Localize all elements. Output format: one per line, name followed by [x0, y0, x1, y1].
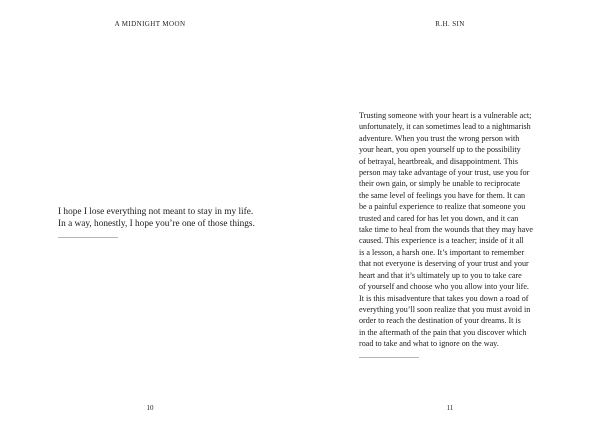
left-running-head: A MIDNIGHT MOON: [114, 20, 186, 28]
right-divider-rule: [359, 357, 419, 358]
prose-line: their own gain, or simply be unable to reciprocate: [359, 179, 521, 189]
prose-line: adventure. When you trust the wrong person with: [359, 133, 520, 143]
right-running-head: R.H. SIN: [435, 20, 465, 28]
poem-line: In a way, honestly, I hope you’re one of those things.: [58, 218, 255, 229]
prose-line: Trusting someone with your heart is a vulnerable act;: [359, 111, 532, 120]
prose-line: everything you’ll soon realize that you must avoid in: [359, 304, 531, 314]
prose-line: your heart, you open yourself up to the possibility: [359, 145, 521, 155]
prose-line: person may take advantage of your trust, use you for: [359, 168, 530, 178]
left-poem: [58, 207, 293, 230]
prose-line: of betrayal, heartbreak, and disappointment. This: [359, 156, 518, 166]
prose-line: road to take and what to ignore on the way.: [359, 339, 499, 349]
poem-line: I hope I lose everything not meant to stay in my life.: [58, 207, 254, 217]
right-page-number: 11: [446, 404, 454, 412]
prose-line: the same level of feelings you have for them. It can: [359, 190, 526, 200]
left-page-number: 10: [146, 404, 154, 412]
prose-line: It is this misadventure that takes you down a road of: [359, 293, 529, 303]
right-prose: [359, 110, 559, 350]
left-divider-rule: [58, 237, 118, 238]
prose-line: that not everyone is deserving of your trust and your: [359, 259, 529, 269]
prose-line: in the aftermath of the pain that you discover which: [359, 327, 527, 337]
prose-line: caused. This experience is a teacher; inside of it all: [359, 236, 524, 246]
prose-line: trusted and cared for has let you down, and it can: [359, 213, 519, 223]
prose-line: is a lesson, a harsh one. It’s important to remember: [359, 247, 525, 257]
prose-line: unfortunately, it can sometimes lead to a nightmarish: [359, 122, 531, 132]
prose-line: order to reach the destination of your dreams. It is: [359, 316, 521, 326]
prose-line: be a painful experience to realize that someone you: [359, 202, 526, 212]
prose-line: of yourself and choose who you allow into your life.: [359, 282, 529, 292]
prose-line: take time to heal from the wounds that they may have: [359, 225, 533, 235]
prose-line: heart and that it’s ultimately up to you to take care: [359, 270, 522, 280]
